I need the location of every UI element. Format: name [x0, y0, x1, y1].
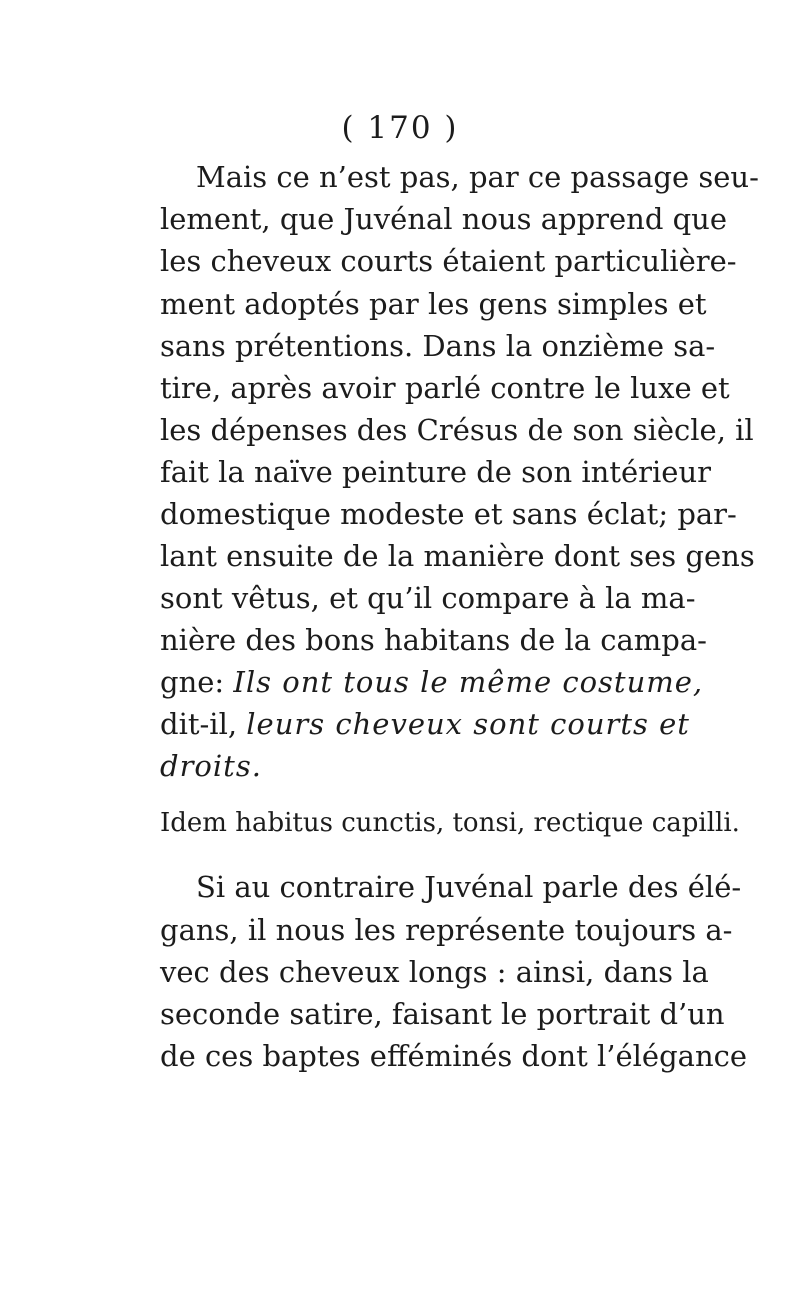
- text-line: sans prétentions. Dans la onzième sa-: [160, 329, 716, 363]
- text-span: dit-il,: [160, 707, 247, 741]
- text-line: Mais ce n’est pas, par ce passage seu-: [196, 160, 759, 194]
- text-line: Si au contraire Juvénal parle des élé-: [196, 870, 742, 904]
- text-line: de ces baptes efféminés dont l’élégance: [160, 1039, 748, 1073]
- text-line: les dépenses des Crésus de son siècle, il: [160, 413, 754, 447]
- text-line: gans, il nous les représente toujours a-: [160, 913, 733, 947]
- page-number: ( 170 ): [341, 110, 459, 146]
- text-line: fait la naïve peinture de son intérieur: [160, 455, 711, 489]
- text-line: nière des bons habitans de la campa-: [160, 623, 707, 657]
- text-line: seconde satire, faisant le portrait d’un: [160, 997, 725, 1031]
- text-line: tire, après avoir parlé contre le luxe et: [160, 371, 730, 405]
- italic-quote-span: Ils ont tous le même costume,: [233, 665, 704, 699]
- italic-quote-span: droits.: [160, 749, 262, 783]
- text-line-mixed: [160, 704, 690, 744]
- text-line: sont vêtus, et qu’il compare à la ma-: [160, 581, 696, 615]
- text-line: ment adoptés par les gens simples et: [160, 287, 707, 321]
- text-line: [160, 746, 680, 786]
- text-line: les cheveux courts étaient particulière-: [160, 244, 737, 278]
- text-line: lement, que Juvénal nous apprend que: [160, 202, 728, 236]
- text-line: vec des cheveux longs : ainsi, dans la: [160, 955, 709, 989]
- text-line-mixed: [160, 662, 704, 702]
- italic-quote-span: leurs cheveux sont courts et: [246, 707, 690, 741]
- latin-quotation: Idem habitus cunctis, tonsi, rectique capilli.: [160, 808, 740, 838]
- text-line: domestique modeste et sans éclat; par-: [160, 497, 737, 531]
- text-span: gne:: [160, 665, 234, 699]
- text-line: lant ensuite de la manière dont ses gens: [160, 539, 755, 573]
